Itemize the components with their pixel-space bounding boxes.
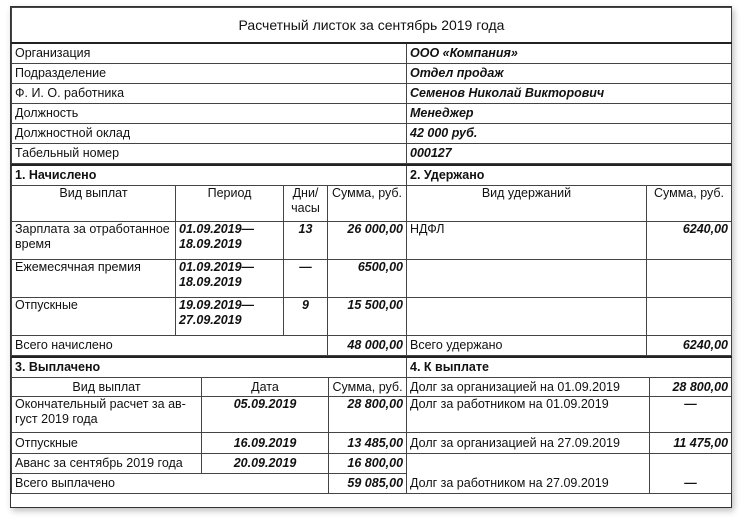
withheld-total: 6240,00 (647, 336, 732, 356)
debt-label: Долг за работником на 01.09.2019 (407, 397, 650, 433)
info-value: ООО «Компания» (407, 43, 732, 64)
debt-label: Долг за работником на 27.09.2019 (407, 454, 650, 494)
withhold-type: НДФЛ (407, 222, 647, 260)
col-header: Вид выплат (12, 186, 176, 222)
paid-date: 16.09.2019 (202, 433, 329, 454)
topay-heading: 4. К выплате (407, 357, 732, 378)
accrued-withheld-table (11, 164, 732, 356)
payslip-title: Расчетный листок за сентябрь 2019 года (12, 8, 732, 44)
pay-period: 01.09.2019— 18.09.2019 (176, 222, 284, 260)
accrued-total-label: Всего начислено (12, 336, 328, 356)
info-label: Должностной оклад (12, 124, 407, 144)
pay-type: Зарплата за отработанное время (12, 222, 176, 260)
pay-period: 01.09.2019— 18.09.2019 (176, 260, 284, 298)
debt-value: 11 475,00 (650, 433, 732, 454)
table-row (12, 298, 732, 336)
info-label: Подразделение (12, 64, 407, 84)
info-value: 42 000 руб. (407, 124, 732, 144)
pay-days: 9 (284, 298, 328, 336)
debt-value: — (650, 397, 732, 433)
debt-label: Долг за организацией на 01.09.2019 (407, 378, 650, 397)
col-header: Вид удержаний (407, 186, 647, 222)
paid-topay-table (11, 356, 732, 494)
payslip (10, 6, 732, 508)
col-header: Сумма, руб. (647, 186, 732, 222)
totals-row (12, 336, 732, 356)
pay-period: 19.09.2019— 27.09.2019 (176, 298, 284, 336)
table-row (12, 454, 732, 474)
info-value: Отдел продаж (407, 64, 732, 84)
paid-type: Аванс за сентябрь 2019 года (12, 454, 202, 474)
pay-type: Ежемесячная премия (12, 260, 176, 298)
table-row (12, 378, 732, 397)
info-value: Семенов Николай Викторович (407, 84, 732, 104)
info-label: Ф. И. О. работника (12, 84, 407, 104)
paid-heading: 3. Выплачено (12, 357, 407, 378)
table-row (12, 222, 732, 260)
paid-type: Отпускные (12, 433, 202, 454)
pay-days: 13 (284, 222, 328, 260)
paid-date: 20.09.2019 (202, 454, 329, 474)
table-row (12, 433, 732, 454)
pay-type: Отпускные (12, 298, 176, 336)
col-header: Сумма, руб. (328, 186, 407, 222)
paid-date: 05.09.2019 (202, 397, 329, 433)
debt-value: — (650, 454, 732, 494)
info-table (11, 7, 732, 164)
info-label: Табельный номер (12, 144, 407, 164)
withheld-total-label: Всего удержано (407, 336, 647, 356)
col-header: Период (176, 186, 284, 222)
pay-sum: 6500,00 (328, 260, 407, 298)
info-value: 000127 (407, 144, 732, 164)
col-header: Сумма, руб. (329, 378, 407, 397)
col-header: Дни/ часы (284, 186, 328, 222)
col-header: Вид выплат (12, 378, 202, 397)
paid-type: Окончательный расчет за ав- густ 2019 года (12, 397, 202, 433)
pay-sum: 26 000,00 (328, 222, 407, 260)
debt-value: 28 800,00 (650, 378, 732, 397)
withhold-sum: 6240,00 (647, 222, 732, 260)
paid-sum: 16 800,00 (329, 454, 407, 474)
accrued-total: 48 000,00 (328, 336, 407, 356)
paid-sum: 28 800,00 (329, 397, 407, 433)
withheld-heading: 2. Удержано (407, 165, 732, 186)
table-row (12, 397, 732, 433)
info-label: Должность (12, 104, 407, 124)
pay-sum: 15 500,00 (328, 298, 407, 336)
debt-label: Долг за организацией на 27.09.2019 (407, 433, 650, 454)
table-row (12, 260, 732, 298)
info-value: Менеджер (407, 104, 732, 124)
paid-sum: 13 485,00 (329, 433, 407, 454)
info-label: Организация (12, 43, 407, 64)
accrued-heading: 1. Начислено (12, 165, 407, 186)
paid-total-label: Всего выплачено (12, 474, 329, 494)
col-header: Дата (202, 378, 329, 397)
pay-days: — (284, 260, 328, 298)
paid-total: 59 085,00 (329, 474, 407, 494)
